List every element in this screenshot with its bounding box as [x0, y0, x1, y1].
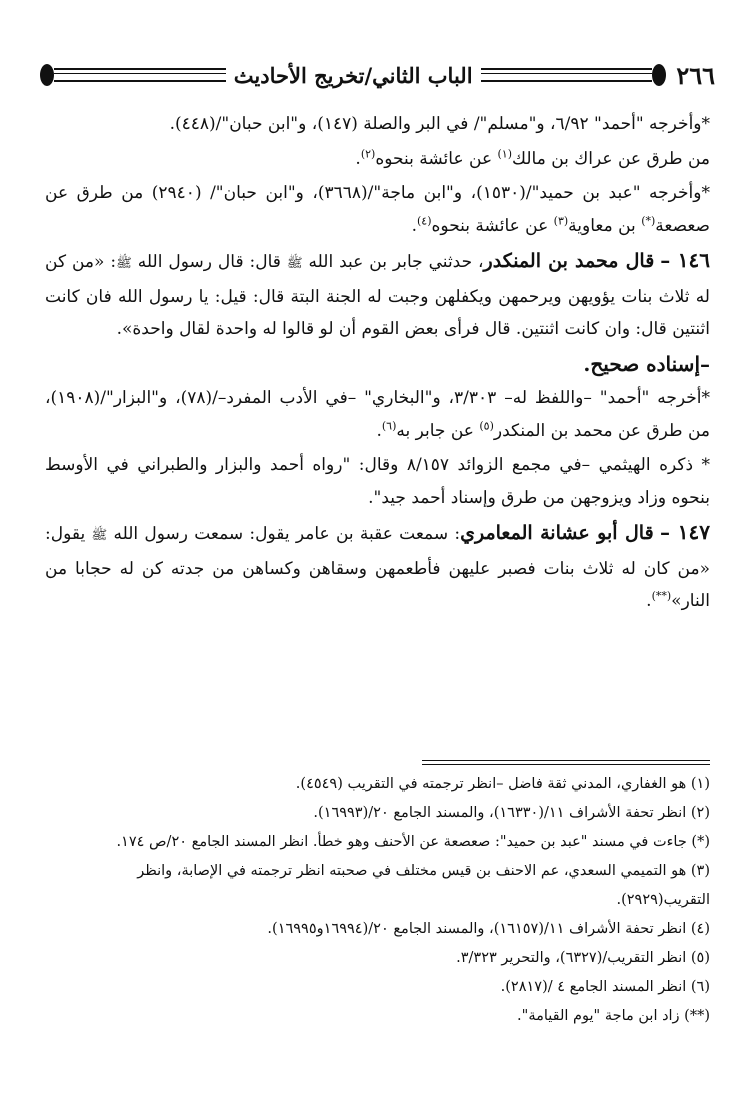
footnote-marker[interactable]: (*) — [641, 213, 656, 227]
narrator: قال أبو عشانة المعامري — [460, 522, 654, 544]
footnote-separator — [422, 760, 710, 765]
footnote-1: (١) هو الغفاري، المدني ثقة فاضل –انظر ترجمته في التقريب (٤٥٤٩). — [295, 776, 710, 792]
rule-dot-icon — [40, 64, 54, 86]
paragraph-takhrij-3: *وأخرجه "عبد بن حميد"/(١٥٣٠)، و"ابن ماجة"/(٣٦٦٨)، و"ابن حبان"/ (٢٩٤٠) من طرق عن صعصعة(*) بن معاوية$^{(٣)}$ عن عائشة بنحوه$^{(٤)}$. — [45, 183, 710, 236]
footnote-4: (٤) انظر تحفة الأشراف ١١/(١٦١٥٧)، والمسند الجامع ٢٠/(١٦٩٩٤و١٦٩٩٥). — [267, 921, 710, 937]
footnote-double-star: (**) زاد ابن ماجة "يوم القيامة". — [517, 1008, 710, 1024]
hadith-147: ١٤٧ – قال أبو عشانة المعامري: سمعت عقبة بن عامر يقول: سمعت رسول الله ﷺ يقول: «من كان له ثلاث بنات فصبر عليهن فأطعمهن وسقاهن وكساهن من جدته كن له حجابا من النار»(**). — [45, 520, 710, 611]
footnotes — [45, 770, 710, 1031]
hadith-number: ١٤٦ – — [660, 248, 710, 272]
footnote-3: (٣) هو التميمي السعدي، عم الاحنف بن قيس مختلف في صحبته انظر ترجمته في الإصابة، وانظر التقريب(٢٩٢٩). — [137, 863, 710, 908]
page-header — [40, 58, 715, 92]
footnote-5: (٥) انظر التقريب/(٦٣٢٧)، والتحرير ٣/٣٢٣. — [456, 950, 710, 966]
footnote-marker[interactable]: (٣) — [553, 213, 569, 227]
footnote-marker[interactable]: (٥) — [479, 418, 494, 432]
paragraph-takhrij-6: * ذكره الهيثمي –في مجمع الزوائد ٨/١٥٧ وقال: "رواه أحمد والبزار والطبراني في الأوسط بنحوه وزاد ويزوجهن من طرق وإسناد أحمد جيد". — [45, 455, 710, 508]
footnote-marker[interactable]: (**) — [651, 589, 672, 603]
paragraph-takhrij-1: *وأخرجه "أحمد" ٦/٩٢، و"مسلم"/ في البر والصلة (١٤٧)، و"ابن حبان"/(٤٤٨). — [169, 114, 710, 134]
double-rule — [54, 68, 226, 82]
rule-dot-icon — [652, 64, 666, 86]
footnote-marker[interactable]: (١) — [497, 146, 513, 160]
footnote-6: (٦) انظر المسند الجامع ٤ /(٢٨١٧). — [500, 979, 710, 995]
header-rule-left — [481, 64, 667, 86]
isnad-grade: –إسناده صحيح. — [583, 351, 710, 376]
hadith-146: ١٤٦ – قال محمد بن المنكدر، حدثني جابر بن عبد الله ﷺ قال: قال رسول الله ﷺ: «من كن له ثلاث بنات يؤويهن ويرحمهن ويكفلهن وجبت له الجنة البتة قال: قيل: يا رسول الله فان كانت اثنتين قال: وان كانت اثنتين. قال فرأى بعض القوم أن لو قالوا له واحدة لقال واحدة». — [45, 248, 710, 339]
footnote-2: (٢) انظر تحفة الأشراف ١١/(١٦٣٣٠)، والمسند الجامع ٢٠/(١٦٩٩٣). — [313, 805, 710, 821]
footnote-marker[interactable]: (٢) — [360, 146, 376, 160]
salutation-icon: ﷺ — [91, 528, 108, 543]
chapter-title: الباب الثاني/تخريج الأحاديث — [233, 62, 473, 88]
hadith-number: ١٤٧ – — [659, 520, 710, 544]
footnote-marker[interactable]: (٦) — [381, 418, 397, 432]
salutation-icon: ﷺ — [116, 256, 132, 271]
footnote-star: (*) جاءت في مسند "عبد بن حميد": صعصعة عن الأحنف وهو خطأ. انظر المسند الجامع ٢٠/ص ١٧٤. — [116, 834, 710, 850]
double-rule — [481, 68, 653, 82]
page-number: ٢٦٦ — [676, 60, 715, 90]
salutation-icon: ﷺ — [286, 256, 303, 271]
paragraph-takhrij-2: من طرق عن عراك بن مالك$^{(١)}$ عن عائشة بنحوه$^{(٢)}$. — [355, 146, 710, 169]
paragraph-takhrij-5: *أخرجه "أحمد" –واللفظ له– ٣/٣٠٣، و"البخاري" –في الأدب المفرد–/(٧٨)، و"البزار"/(١٩٠٨)، من طرق عن محمد بن المنكدر$^{(٥)}$ عن جابر به$^{(٦)}$. — [45, 388, 711, 441]
main-text — [45, 108, 710, 620]
footnote-marker[interactable]: (٤) — [416, 213, 432, 227]
narrator: قال محمد بن المنكدر — [483, 250, 655, 272]
header-rule-right — [40, 64, 226, 86]
